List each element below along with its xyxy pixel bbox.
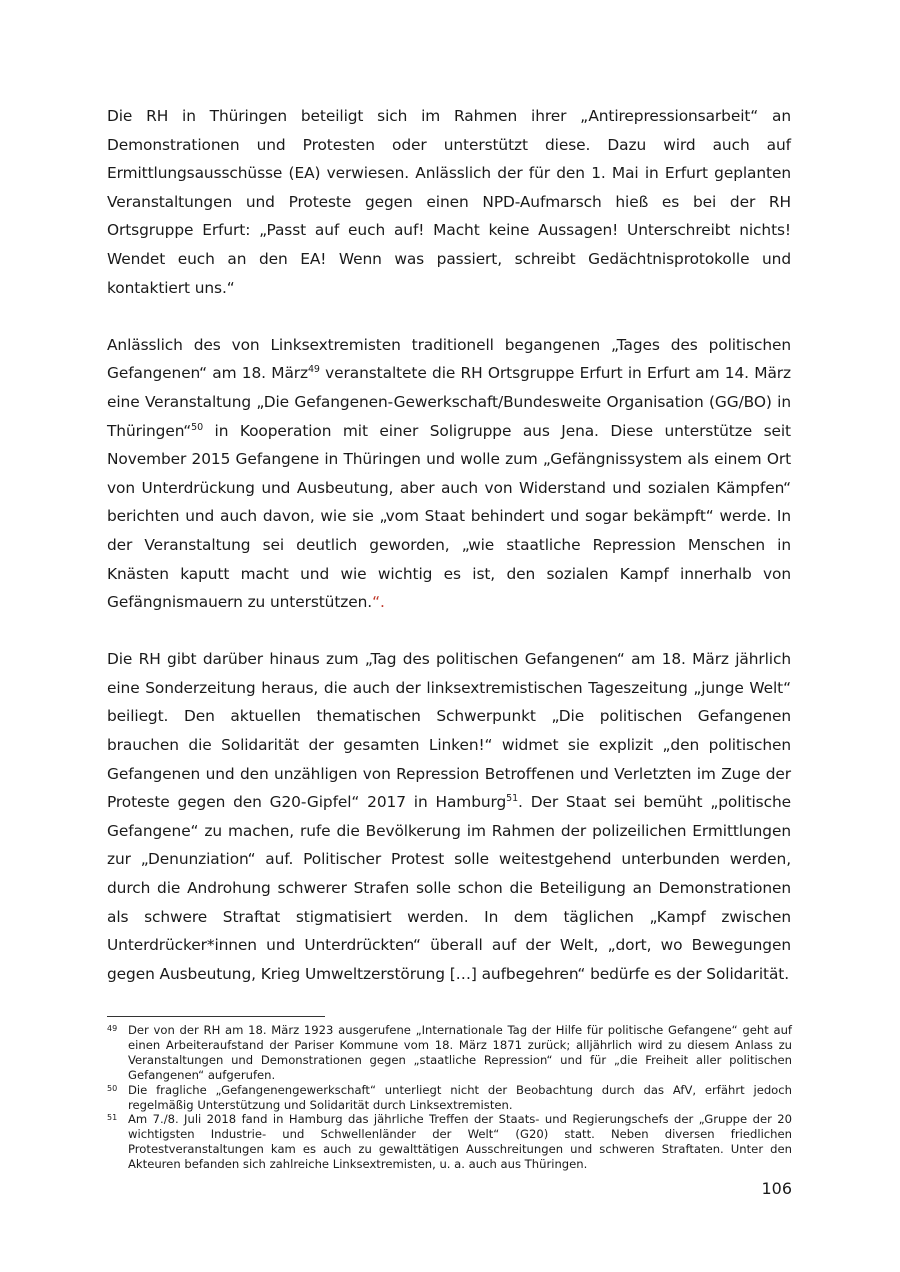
paragraph-1-text: Die RH in Thüringen beteiligt sich im Rahmen ihrer „Antirepressionsarbeit“ an Demonstrationen und Protesten oder unterstützt diese. Dazu wird auch auf Ermittlungsausschüsse (EA) verwiesen. Anlässlich der für den 1. Mai in Erfurt geplanten Veranstaltungen und Proteste gegen einen NPD-Aufmarsch hieß es bei der RH Ortsgruppe Erfurt: „Passt auf euch auf! Macht keine Aussagen! Unterschreibt nichts! Wendet euch an den EA! Wenn was passiert, schreibt Gedächtnisprotokolle und kontaktiert uns.“ xyxy=(107,107,791,297)
footnote-number: 49 xyxy=(107,1024,118,1033)
tracked-change-mark: “. xyxy=(372,593,385,612)
paragraph-2-text-c: in Kooperation mit einer Soligruppe aus Jena. Diese unterstütze seit November 2015 Gefangene in Thüringen und wolle zum „Gefängnissystem als einem Ort von Unterdrückung und Ausbeutung, aber auch von Widerstand und sozialen Kämpfen“ berichten und auch davon, wie sie „vom Staat behindert und sogar bekämpft“ werde. In der Veranstaltung sei deutlich geworden, „wie staatliche Repression Menschen in Knästen kaputt macht und wie wichtig es ist, den sozialen Kampf innerhalb von Gefängnismauern zu unterstützen. xyxy=(107,421,791,612)
footnote-text: Die fragliche „Gefangenengewerkschaft“ unterliegt nicht der Beobachtung durch das AfV, erfährt jedoch regelmäßig Unterstützung und Solidarität durch Linksextremisten. xyxy=(128,1082,792,1112)
page-number: 106 xyxy=(761,1179,792,1198)
paragraph-1 xyxy=(107,102,791,302)
paragraph-3 xyxy=(107,645,791,988)
paragraph-2-text-b: veranstaltete die RH Ortsgruppe Erfurt in Erfurt am 14. März eine Veranstaltung „Die Gefangenen-Gewerkschaft/Bundesweite Organisation (GG/BO) in Thüringen“ xyxy=(107,364,791,440)
footnote-49 xyxy=(107,1023,792,1083)
paragraph-3-text-b: . Der Staat sei bemüht „politische Gefangene“ zu machen, rufe die Bevölkerung im Rahmen der polizeilichen Ermittlungen zur „Denunziation“ auf. Politischer Protest solle weitestgehend unterbunden werden, durch die Androhung schwerer Strafen solle schon die Beteiligung an Demonstrationen als schwere Straftat stigmatisiert werden. In dem täglichen „Kampf zwischen Unterdrücker*innen und Unterdrückten“ überall auf der Welt, „dort, wo Bewegungen gegen Ausbeutung, Krieg Umweltzerstörung […] aufbegehren“ bedürfe es der Solidarität. xyxy=(107,793,791,983)
footnote-51 xyxy=(107,1112,792,1172)
main-text xyxy=(107,102,791,1017)
footnote-ref-50[interactable]: 50 xyxy=(191,421,204,433)
paragraph-2-text-a: Anlässlich des von Linksextremisten traditionell begangenen „Tages des politischen Gefangenen“ am 18. März xyxy=(107,335,791,383)
paragraph-2 xyxy=(107,331,791,617)
paragraph-3-text-a: Die RH gibt darüber hinaus zum „Tag des politischen Gefangenen“ am 18. März jährlich eine Sonderzeitung heraus, die auch der linksextremistischen Tageszeitung „junge Welt“ beiliegt. Den aktuellen thematischen Schwerpunkt „Die politischen Gefangenen brauchen die Solidarität der gesamten Linken!“ widmet sie explizit „den politischen Gefangenen und den unzähligen von Repression Betroffenen und Verletzten im Zuge der Proteste gegen den G20-Gipfel“ 2017 in Hamburg xyxy=(107,650,791,812)
footnote-ref-51[interactable]: 51 xyxy=(506,793,519,805)
footnote-number: 50 xyxy=(107,1083,118,1093)
footnote-text: Am 7./8. Juli 2018 fand in Hamburg das jährliche Treffen der Staats- und Regierungschefs der „Gruppe der 20 wichtigsten Industrie- und Schwellenländer der Welt“ (G20) statt. Neben diversen friedlichen Protestveranstaltungen kam es auch zu gewalttätigen Ausschreitungen und schweren Straftaten. Unter den Akteuren befanden sich zahlreiche Linksextremisten, u. a. auch aus Thüringen. xyxy=(128,1112,792,1172)
footnote-text: Der von der RH am 18. März 1923 ausgerufene „Internationale Tag der Hilfe für politische Gefangene“ geht auf einen Arbeiteraufstand der Pariser Kommune vom 18. März 1871 zurück; alljährlich wird zu diesem Anlass zu Veranstaltungen und Demonstrationen gegen „staatliche Repression“ und für „die Freiheit aller politischen Gefangenen“ aufgerufen. xyxy=(128,1023,792,1082)
footnote-number: 51 xyxy=(107,1113,118,1123)
footnotes xyxy=(107,1023,792,1172)
footnote-ref-49[interactable]: 49 xyxy=(307,364,320,376)
footnote-separator xyxy=(107,1016,325,1017)
footnote-50 xyxy=(107,1083,792,1113)
